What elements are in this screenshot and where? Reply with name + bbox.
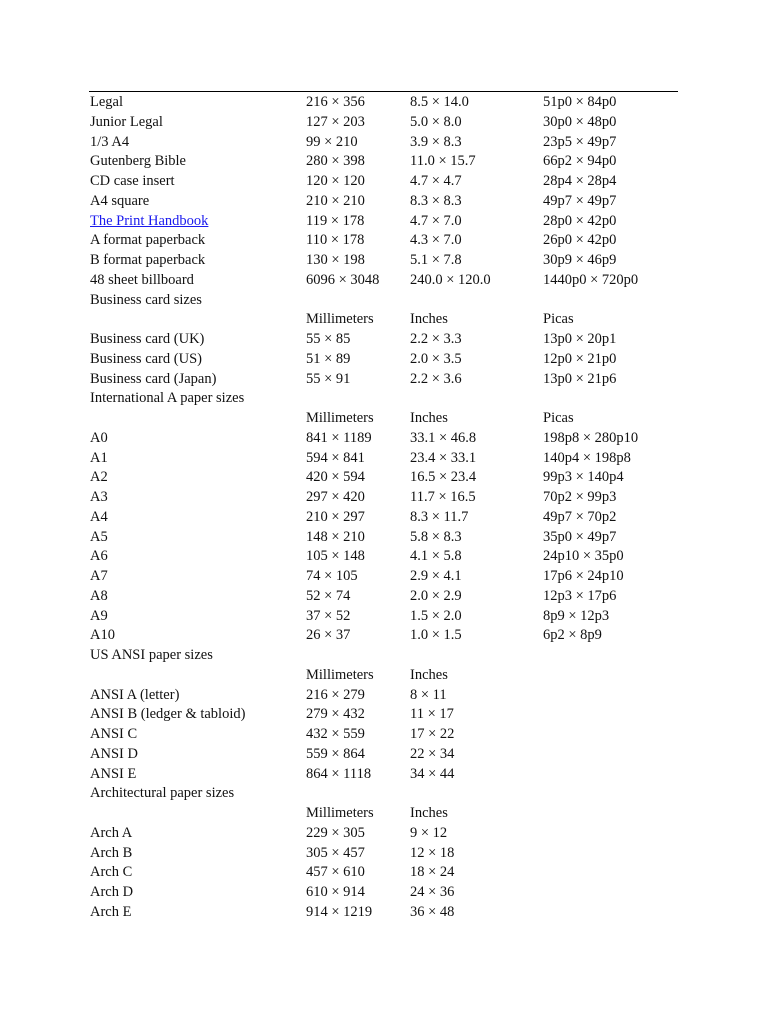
cell-inches: 3.9 × 8.3 — [410, 133, 462, 150]
column-header-inches: Inches — [410, 805, 448, 821]
cell-inches: 4.3 × 7.0 — [410, 232, 462, 249]
cell-millimeters: 216 × 279 — [306, 686, 365, 703]
cell-name: A4 — [90, 508, 108, 525]
cell-name: A8 — [90, 587, 108, 604]
table-row — [90, 607, 690, 627]
cell-millimeters: 457 × 610 — [306, 864, 365, 881]
cell-inches: 8.5 × 14.0 — [410, 94, 469, 110]
cell-picas: 49p7 × 49p7 — [543, 192, 617, 209]
cell-inches: 9 × 12 — [410, 824, 448, 841]
cell-name: Arch E — [90, 903, 132, 920]
cell-picas: 28p4 × 28p4 — [543, 173, 617, 189]
cell-millimeters: 559 × 864 — [306, 745, 365, 762]
column-header-row — [90, 310, 690, 330]
column-header-millimeters: Millimeters — [306, 805, 374, 821]
cell-millimeters: 432 × 559 — [306, 726, 365, 742]
cell-picas: 1440p0 × 720p0 — [543, 271, 639, 288]
cell-millimeters: 279 × 432 — [306, 706, 365, 723]
cell-millimeters: 55 × 91 — [306, 370, 351, 387]
cell-picas: 28p0 × 42p0 — [543, 212, 617, 229]
cell-name: A format paperback — [90, 232, 206, 249]
cell-name: A6 — [90, 548, 108, 565]
table-row — [90, 231, 690, 251]
column-header-row — [90, 666, 690, 686]
cell-name: Arch B — [90, 844, 133, 861]
cell-inches: 2.9 × 4.1 — [410, 568, 462, 584]
top-rule — [89, 91, 678, 92]
cell-picas: 13p0 × 21p6 — [543, 370, 617, 387]
column-header-picas: Picas — [543, 410, 574, 426]
table-row — [90, 745, 690, 765]
cell-inches: 11 × 17 — [410, 706, 454, 723]
column-header-row — [90, 409, 690, 429]
cell-name: ANSI B (ledger & tabloid) — [90, 706, 246, 723]
table-row — [90, 330, 690, 350]
cell-name: B format paperback — [90, 252, 206, 268]
table-row — [90, 903, 690, 923]
cell-millimeters: 55 × 85 — [306, 331, 351, 347]
cell-millimeters: 119 × 178 — [306, 212, 365, 229]
section-heading: US ANSI paper sizes — [90, 647, 213, 663]
cell-millimeters: 210 × 210 — [306, 192, 365, 209]
cell-millimeters: 216 × 356 — [306, 94, 365, 110]
cell-picas: 23p5 × 49p7 — [543, 133, 617, 150]
table-row — [90, 863, 690, 883]
table-row — [90, 547, 690, 567]
cell-inches: 5.1 × 7.8 — [410, 252, 462, 268]
cell-inches: 2.0 × 2.9 — [410, 587, 462, 604]
cell-name: A0 — [90, 429, 108, 446]
table-row — [90, 172, 690, 192]
cell-name: A9 — [90, 607, 108, 624]
section-heading: Architectural paper sizes — [90, 785, 235, 802]
cell-name: Arch D — [90, 884, 134, 900]
cell-inches: 17 × 22 — [410, 726, 455, 742]
cell-millimeters: 594 × 841 — [306, 449, 365, 466]
cell-picas: 8p9 × 12p3 — [543, 607, 610, 624]
cell-name: Arch C — [90, 864, 133, 881]
cell-picas: 12p3 × 17p6 — [543, 587, 617, 604]
cell-inches: 18 × 24 — [410, 864, 455, 881]
cell-name: 48 sheet billboard — [90, 271, 194, 288]
cell-name: CD case insert — [90, 173, 175, 189]
cell-millimeters: 52 × 74 — [306, 587, 351, 604]
table-row — [90, 212, 690, 232]
section-heading-row — [90, 784, 690, 804]
cell-picas: 6p2 × 8p9 — [543, 627, 602, 644]
cell-millimeters: 127 × 203 — [306, 113, 365, 130]
cell-picas: 13p0 × 20p1 — [543, 331, 617, 347]
table-row — [90, 508, 690, 528]
cell-inches: 2.0 × 3.5 — [410, 350, 462, 367]
cell-inches: 5.8 × 8.3 — [410, 528, 462, 545]
cell-inches: 1.0 × 1.5 — [410, 627, 462, 644]
cell-millimeters: 914 × 1219 — [306, 903, 373, 920]
cell-millimeters: 148 × 210 — [306, 528, 365, 545]
cell-picas: 66p2 × 94p0 — [543, 153, 617, 170]
cell-name: A4 square — [90, 192, 150, 209]
cell-name: A1 — [90, 449, 108, 466]
cell-inches: 2.2 × 3.6 — [410, 370, 462, 387]
cell-inches: 4.7 × 7.0 — [410, 212, 462, 229]
cell-picas: 17p6 × 24p10 — [543, 568, 624, 584]
cell-millimeters: 864 × 1118 — [306, 765, 372, 782]
cell-millimeters: 120 × 120 — [306, 173, 365, 189]
cell-inches: 22 × 34 — [410, 745, 455, 762]
table-row — [90, 765, 690, 785]
table-row — [90, 152, 690, 172]
cell-millimeters: 280 × 398 — [306, 153, 365, 170]
cell-name: A7 — [90, 568, 108, 584]
table-row — [90, 725, 690, 745]
cell-inches: 4.1 × 5.8 — [410, 548, 462, 565]
cell-millimeters: 229 × 305 — [306, 824, 365, 841]
section-heading-row — [90, 291, 690, 311]
table-row — [90, 350, 690, 370]
cell-millimeters: 26 × 37 — [306, 627, 351, 644]
cell-inches: 240.0 × 120.0 — [410, 271, 491, 288]
column-header-millimeters: Millimeters — [306, 666, 374, 683]
column-header-millimeters: Millimeters — [306, 311, 374, 328]
cell-inches: 16.5 × 23.4 — [410, 469, 477, 486]
table-row — [90, 686, 690, 706]
cell-millimeters: 110 × 178 — [306, 232, 365, 249]
cell-inches: 36 × 48 — [410, 903, 455, 920]
table-row — [90, 370, 690, 390]
cell-millimeters: 6096 × 3048 — [306, 271, 380, 288]
cell-millimeters: 51 × 89 — [306, 350, 351, 367]
cell-inches: 4.7 × 4.7 — [410, 173, 462, 189]
cell-picas: 30p9 × 46p9 — [543, 252, 617, 268]
cell-inches: 34 × 44 — [410, 765, 455, 782]
cell-millimeters: 37 × 52 — [306, 607, 351, 624]
section-heading-row — [90, 389, 690, 409]
cell-name: Gutenberg Bible — [90, 153, 186, 170]
cell-name: ANSI E — [90, 765, 137, 782]
cell-inches: 11.0 × 15.7 — [410, 153, 476, 170]
table-row — [90, 113, 690, 133]
cell-picas: 51p0 × 84p0 — [543, 94, 617, 110]
table-row — [90, 133, 690, 153]
cell-inches: 8.3 × 11.7 — [410, 508, 469, 525]
cell-picas: 70p2 × 99p3 — [543, 489, 617, 505]
cell-picas: 26p0 × 42p0 — [543, 232, 617, 249]
cell-name: ANSI D — [90, 745, 138, 762]
column-header-inches: Inches — [410, 311, 448, 328]
cell-millimeters: 74 × 105 — [306, 568, 358, 584]
cell-inches: 1.5 × 2.0 — [410, 607, 462, 624]
column-header-inches: Inches — [410, 666, 448, 683]
cell-name: Arch A — [90, 824, 133, 841]
table-row — [90, 883, 690, 903]
section-heading: Business card sizes — [90, 291, 202, 308]
cell-inches: 11.7 × 16.5 — [410, 489, 476, 505]
table-row — [90, 468, 690, 488]
table-row — [90, 251, 690, 271]
cell-millimeters: 130 × 198 — [306, 252, 365, 268]
cell-inches: 12 × 18 — [410, 844, 455, 861]
cell-millimeters: 297 × 420 — [306, 489, 365, 505]
column-header-picas: Picas — [543, 311, 574, 328]
table-row — [90, 192, 690, 212]
cell-name: ANSI A (letter) — [90, 686, 180, 703]
table-row — [90, 271, 690, 291]
table-row — [90, 626, 690, 646]
cell-inches: 24 × 36 — [410, 884, 455, 900]
cell-inches: 8 × 11 — [410, 686, 447, 703]
cell-name: 1/3 A4 — [90, 133, 130, 150]
table-row — [90, 528, 690, 548]
table-row — [90, 429, 690, 449]
cell-inches: 5.0 × 8.0 — [410, 113, 462, 130]
cell-name: ANSI C — [90, 726, 138, 742]
cell-picas: 35p0 × 49p7 — [543, 528, 617, 545]
cell-name: Business card (Japan) — [90, 370, 217, 387]
table-row — [90, 567, 690, 587]
cell-picas: 49p7 × 70p2 — [543, 508, 617, 525]
cell-picas: 198p8 × 280p10 — [543, 429, 639, 446]
cell-name: A2 — [90, 469, 108, 486]
cell-inches: 8.3 × 8.3 — [410, 192, 462, 209]
cell-name: A5 — [90, 528, 108, 545]
table-row — [90, 488, 690, 508]
section-heading: International A paper sizes — [90, 390, 245, 407]
section-heading-row — [90, 646, 690, 666]
table-row — [90, 587, 690, 607]
cell-millimeters: 420 × 594 — [306, 469, 365, 486]
cell-name: A3 — [90, 489, 108, 505]
cell-picas: 12p0 × 21p0 — [543, 350, 617, 367]
column-header-inches: Inches — [410, 410, 448, 426]
cell-millimeters: 305 × 457 — [306, 844, 365, 861]
cell-name: A10 — [90, 627, 115, 644]
cell-name: Junior Legal — [90, 113, 163, 130]
cell-name: Business card (US) — [90, 350, 202, 367]
column-header-millimeters: Millimeters — [306, 410, 374, 426]
cell-millimeters: 610 × 914 — [306, 884, 365, 900]
cell-millimeters: 841 × 1189 — [306, 429, 372, 446]
table-row — [90, 93, 690, 113]
cell-name: Legal — [90, 94, 124, 110]
cell-inches: 23.4 × 33.1 — [410, 449, 477, 466]
table-row — [90, 824, 690, 844]
cell-millimeters: 99 × 210 — [306, 133, 358, 150]
table-row — [90, 449, 690, 469]
paper-sizes-table — [90, 93, 690, 923]
print-handbook-link[interactable]: The Print Handbook — [90, 212, 209, 229]
table-row — [90, 705, 690, 725]
cell-picas: 24p10 × 35p0 — [543, 548, 624, 565]
cell-millimeters: 210 × 297 — [306, 508, 365, 525]
column-header-row — [90, 804, 690, 824]
cell-name: Business card (UK) — [90, 331, 205, 347]
table-row — [90, 844, 690, 864]
cell-picas: 140p4 × 198p8 — [543, 449, 631, 466]
cell-picas: 99p3 × 140p4 — [543, 469, 624, 486]
cell-inches: 33.1 × 46.8 — [410, 429, 477, 446]
cell-inches: 2.2 × 3.3 — [410, 331, 462, 347]
cell-picas: 30p0 × 48p0 — [543, 113, 617, 130]
cell-millimeters: 105 × 148 — [306, 548, 365, 565]
